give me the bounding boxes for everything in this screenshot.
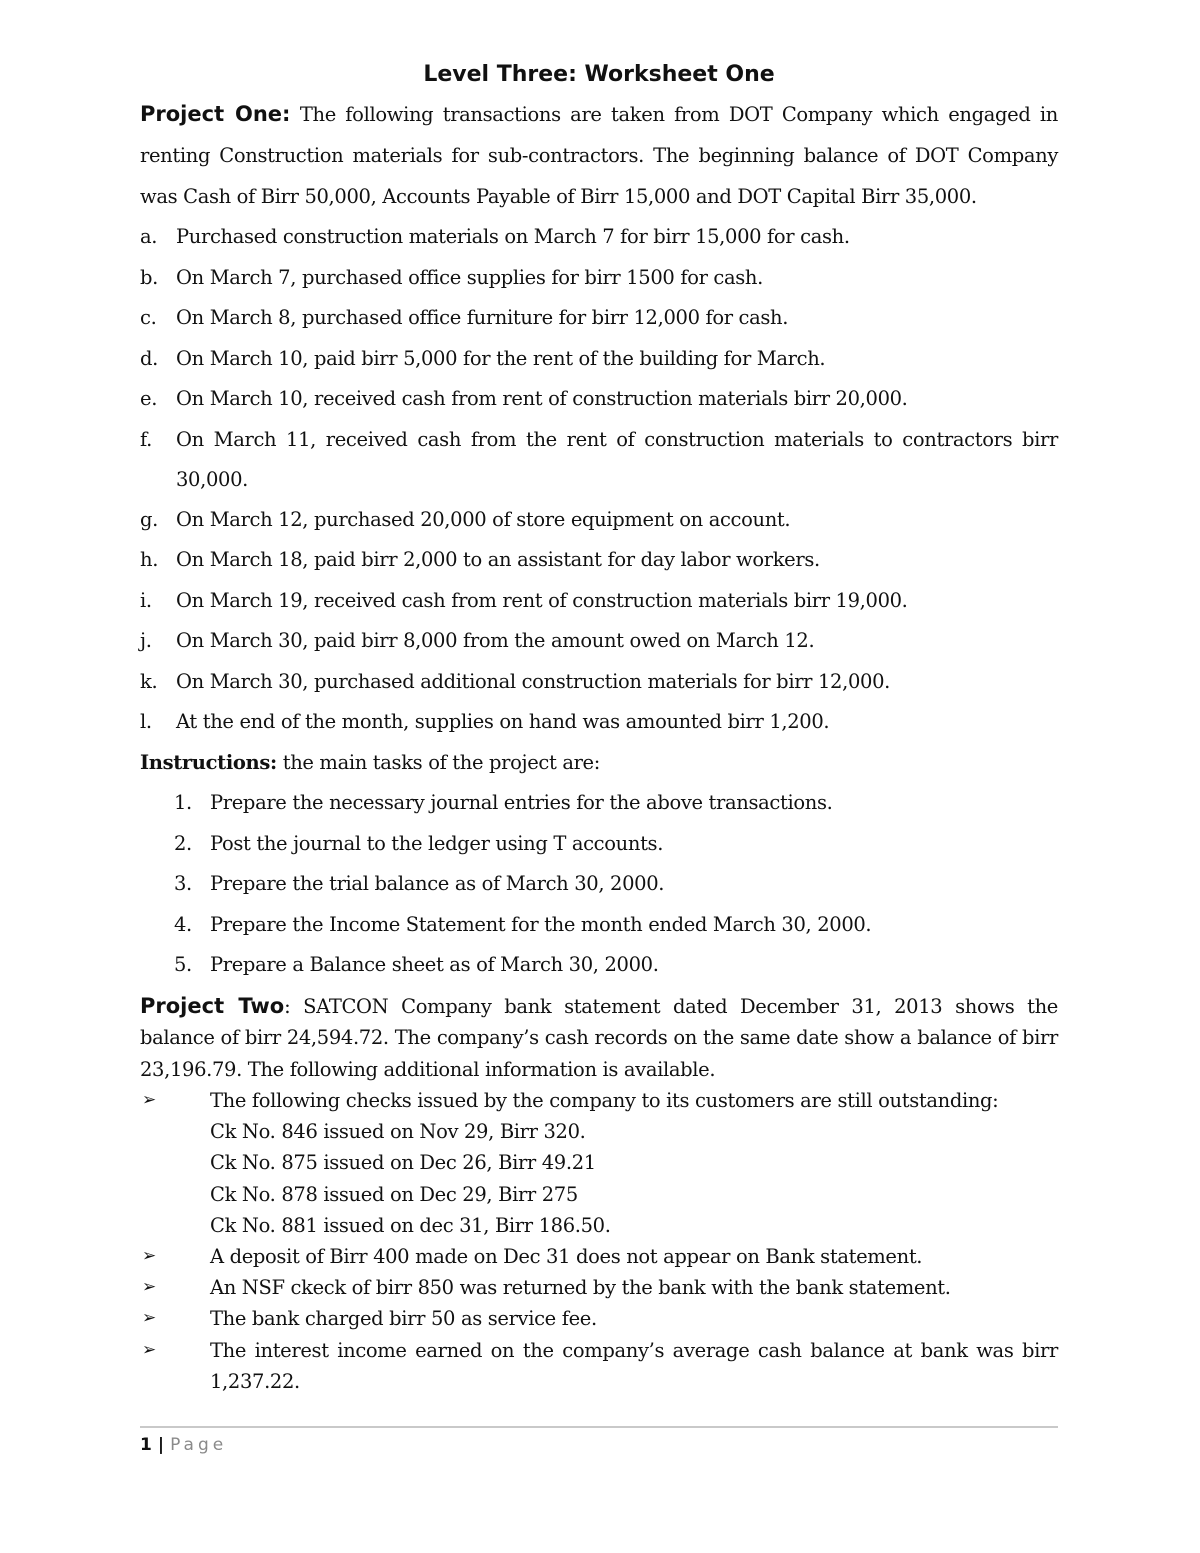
list-marker: e. (140, 387, 158, 410)
list-item (174, 824, 1058, 865)
arrow-bullet-icon: ➢ (142, 1339, 156, 1360)
project-two-intro (140, 991, 1058, 1086)
list-text: Prepare the Income Statement for the month ended March 30, 2000. (210, 912, 872, 936)
list-marker: h. (140, 548, 159, 571)
checks-intro: The following checks issued by the company to its customers are still outstanding: (210, 1089, 999, 1112)
list-item (174, 864, 1058, 905)
list-item (140, 702, 1058, 743)
list-text: On March 10, received cash from rent of construction materials birr 20,000. (176, 387, 908, 410)
list-marker: c. (140, 306, 157, 329)
list-item (140, 581, 1058, 622)
instructions-list (140, 783, 1058, 986)
list-text (210, 1085, 1058, 1241)
instructions-paragraph (140, 743, 1058, 784)
list-marker: 4. (174, 912, 192, 936)
list-text: On March 30, purchased additional construction materials for birr 12,000. (176, 669, 890, 693)
list-text: Prepare the trial balance as of March 30, 2000. (210, 872, 665, 895)
instructions-label: Instructions: (140, 750, 277, 774)
list-text: Prepare a Balance sheet as of March 30, 2000. (210, 953, 659, 976)
list-item (140, 298, 1058, 339)
list-item (140, 1085, 1058, 1241)
list-marker: 5. (174, 953, 192, 976)
list-text: On March 19, received cash from rent of construction materials birr 19,000. (176, 588, 908, 612)
list-item (140, 662, 1058, 703)
list-item (140, 1272, 1058, 1303)
list-item (140, 621, 1058, 662)
list-marker: a. (140, 225, 158, 248)
list-item (140, 217, 1058, 258)
check-line: Ck No. 875 issued on Dec 26, Birr 49.21 (210, 1151, 596, 1175)
list-item (174, 905, 1058, 946)
list-item (140, 1241, 1058, 1272)
arrow-bullet-icon: ➢ (142, 1277, 156, 1298)
page-number: 1 (140, 1435, 152, 1455)
list-text: An NSF ckeck of birr 850 was returned by the bank with the bank statement. (210, 1276, 951, 1300)
list-text: Prepare the necessary journal entries for the above transactions. (210, 791, 833, 814)
project-one-heading: Project One: (140, 102, 291, 126)
list-item (174, 783, 1058, 824)
list-text: A deposit of Birr 400 made on Dec 31 does not appear on Bank statement. (210, 1245, 923, 1269)
arrow-bullet-icon: ➢ (142, 1090, 156, 1110)
list-text: At the end of the month, supplies on hand was amounted birr 1,200. (176, 710, 830, 733)
instructions-intro: the main tasks of the project are: (282, 750, 600, 774)
page-label: Page (170, 1435, 228, 1455)
list-item (140, 420, 1058, 500)
list-item (140, 540, 1058, 581)
list-marker: 1. (174, 791, 192, 814)
additional-info-list (140, 1085, 1058, 1397)
list-text: The interest income earned on the company’s average cash balance at bank was birr 1,237.22. (210, 1338, 1058, 1393)
list-text: Post the journal to the ledger using T accounts. (210, 831, 664, 855)
project-one-intro-text: The following transactions are taken from DOT Company which engaged in renting Construction materials for sub-contractors. The beginning balance of DOT Company was Cash of Birr 50,000, Accounts Payable of Birr 15,000 and DOT Capital Birr 35,000. (140, 103, 1059, 208)
list-item (140, 339, 1058, 380)
list-marker: i. (140, 588, 152, 612)
list-marker: f. (140, 427, 153, 451)
list-text: On March 7, purchased office supplies for birr 1500 for cash. (176, 265, 763, 289)
list-marker: d. (140, 346, 158, 370)
page-title: Level Three: Worksheet One (423, 62, 775, 87)
list-marker: j. (140, 629, 152, 652)
arrow-bullet-icon: ➢ (142, 1246, 156, 1267)
footer-separator: | (157, 1435, 165, 1455)
project-two-intro-text: : SATCON Company bank statement dated December 31, 2013 shows the balance of birr 24,594.72. The company’s cash records on the same date show a balance of birr 23,196.79. The following additional information is available. (140, 994, 1058, 1081)
list-item (140, 500, 1058, 541)
list-text: On March 8, purchased office furniture for birr 12,000 for cash. (176, 306, 789, 329)
footer-divider (140, 1426, 1058, 1428)
page-footer (140, 1432, 227, 1458)
list-marker: 3. (174, 872, 192, 895)
list-item (140, 1335, 1058, 1397)
list-item (140, 258, 1058, 299)
list-text: On March 12, purchased 20,000 of store equipment on account. (176, 507, 791, 531)
transaction-list (140, 217, 1058, 743)
list-text: The bank charged birr 50 as service fee. (210, 1307, 597, 1331)
list-marker: 2. (174, 831, 192, 855)
list-text: Purchased construction materials on March 7 for birr 15,000 for cash. (176, 225, 850, 248)
arrow-bullet-icon: ➢ (142, 1308, 156, 1329)
list-marker: k. (140, 669, 158, 693)
check-line: Ck No. 878 issued on Dec 29, Birr 275 (210, 1182, 578, 1206)
list-item (174, 945, 1058, 986)
list-text: On March 18, paid birr 2,000 to an assistant for day labor workers. (176, 548, 820, 571)
list-text: On March 11, received cash from the rent of construction materials to contractors birr 30,000. (176, 427, 1058, 491)
check-line: Ck No. 846 issued on Nov 29, Birr 320. (210, 1120, 586, 1144)
check-line: Ck No. 881 issued on dec 31, Birr 186.50. (210, 1213, 611, 1237)
list-marker: g. (140, 507, 158, 531)
list-marker: b. (140, 265, 158, 289)
list-text: On March 10, paid birr 5,000 for the rent of the building for March. (176, 346, 826, 370)
list-item (140, 379, 1058, 420)
project-two-heading: Project Two (140, 993, 285, 1018)
list-marker: l. (140, 710, 152, 733)
project-one-intro (140, 94, 1058, 217)
list-item (140, 1303, 1058, 1334)
document-page (140, 56, 1058, 1397)
list-text: On March 30, paid birr 8,000 from the amount owed on March 12. (176, 629, 815, 652)
